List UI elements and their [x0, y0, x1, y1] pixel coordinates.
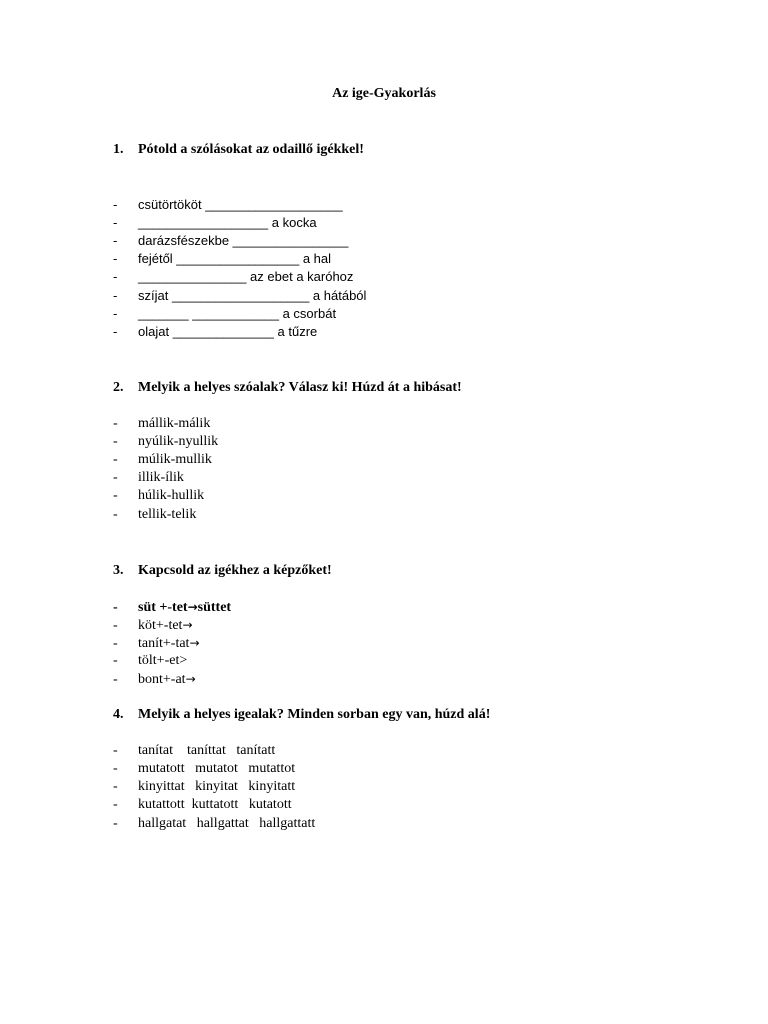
section-1-number: 1.: [113, 142, 124, 157]
section-2-heading: [113, 380, 462, 396]
section-3-heading: [113, 563, 332, 579]
list-item: - köt+-tet→: [113, 618, 193, 633]
list-item: - illik-ílik: [113, 470, 184, 485]
section-4-heading: [113, 707, 490, 723]
list-item: - _______ ____________ a csorbát: [113, 306, 337, 321]
list-item: - mállik-málik: [113, 416, 211, 431]
list-item: - darázsfészekbe ________________: [113, 233, 349, 248]
section-2-title: Melyik a helyes szóalak? Válasz ki! Húzd át a hibásat!: [138, 380, 462, 395]
arrow-icon: →: [185, 672, 196, 686]
list-item: - _______________ az ebet a karóhoz: [113, 269, 354, 284]
list-item: - hallgatat hallgattat hallgattatt: [113, 816, 316, 831]
list-item: - mutatott mutatot mutattot: [113, 761, 296, 776]
page-title: Az ige-Gyakorlás: [332, 86, 436, 101]
list-item: - tanítat taníttat tanítatt: [113, 743, 276, 758]
section-1-heading: [113, 142, 364, 158]
section-2-number: 2.: [113, 380, 124, 395]
arrow-icon: →: [187, 600, 198, 614]
list-item: - szíjat ___________________ a hátából: [113, 288, 367, 303]
list-item: - olajat ______________ a tűzre: [113, 324, 318, 339]
list-item: - tölt+-et>: [113, 653, 188, 668]
section-1-title: Pótold a szólásokat az odaillő igékkel!: [138, 142, 364, 157]
list-item: - nyúlik-nyullik: [113, 434, 219, 449]
list-item: - bont+-at→: [113, 672, 196, 687]
list-item: - csütörtököt ___________________: [113, 197, 343, 212]
list-item: - múlik-mullik: [113, 452, 212, 467]
section-3-number: 3.: [113, 563, 124, 578]
list-item: - húlik-hullik: [113, 488, 205, 503]
list-item: - kinyittat kinyitat kinyitatt: [113, 779, 296, 794]
list-item: - tanít+-tat→: [113, 636, 200, 651]
section-4-title: Melyik a helyes igealak? Minden sorban egy van, húzd alá!: [138, 707, 491, 722]
list-item: - kutattott kuttatott kutatott: [113, 797, 292, 812]
list-item: - fejétől _________________ a hal: [113, 251, 332, 266]
arrow-icon: →: [189, 636, 200, 650]
section-3-title: Kapcsold az igékhez a képzőket!: [138, 563, 332, 578]
arrow-icon: →: [182, 618, 193, 632]
section-4-number: 4.: [113, 707, 124, 722]
list-item: - tellik-telik: [113, 507, 197, 522]
list-item: - süt +-tet→süttet: [113, 600, 232, 615]
list-item: - __________________ a kocka: [113, 215, 317, 230]
